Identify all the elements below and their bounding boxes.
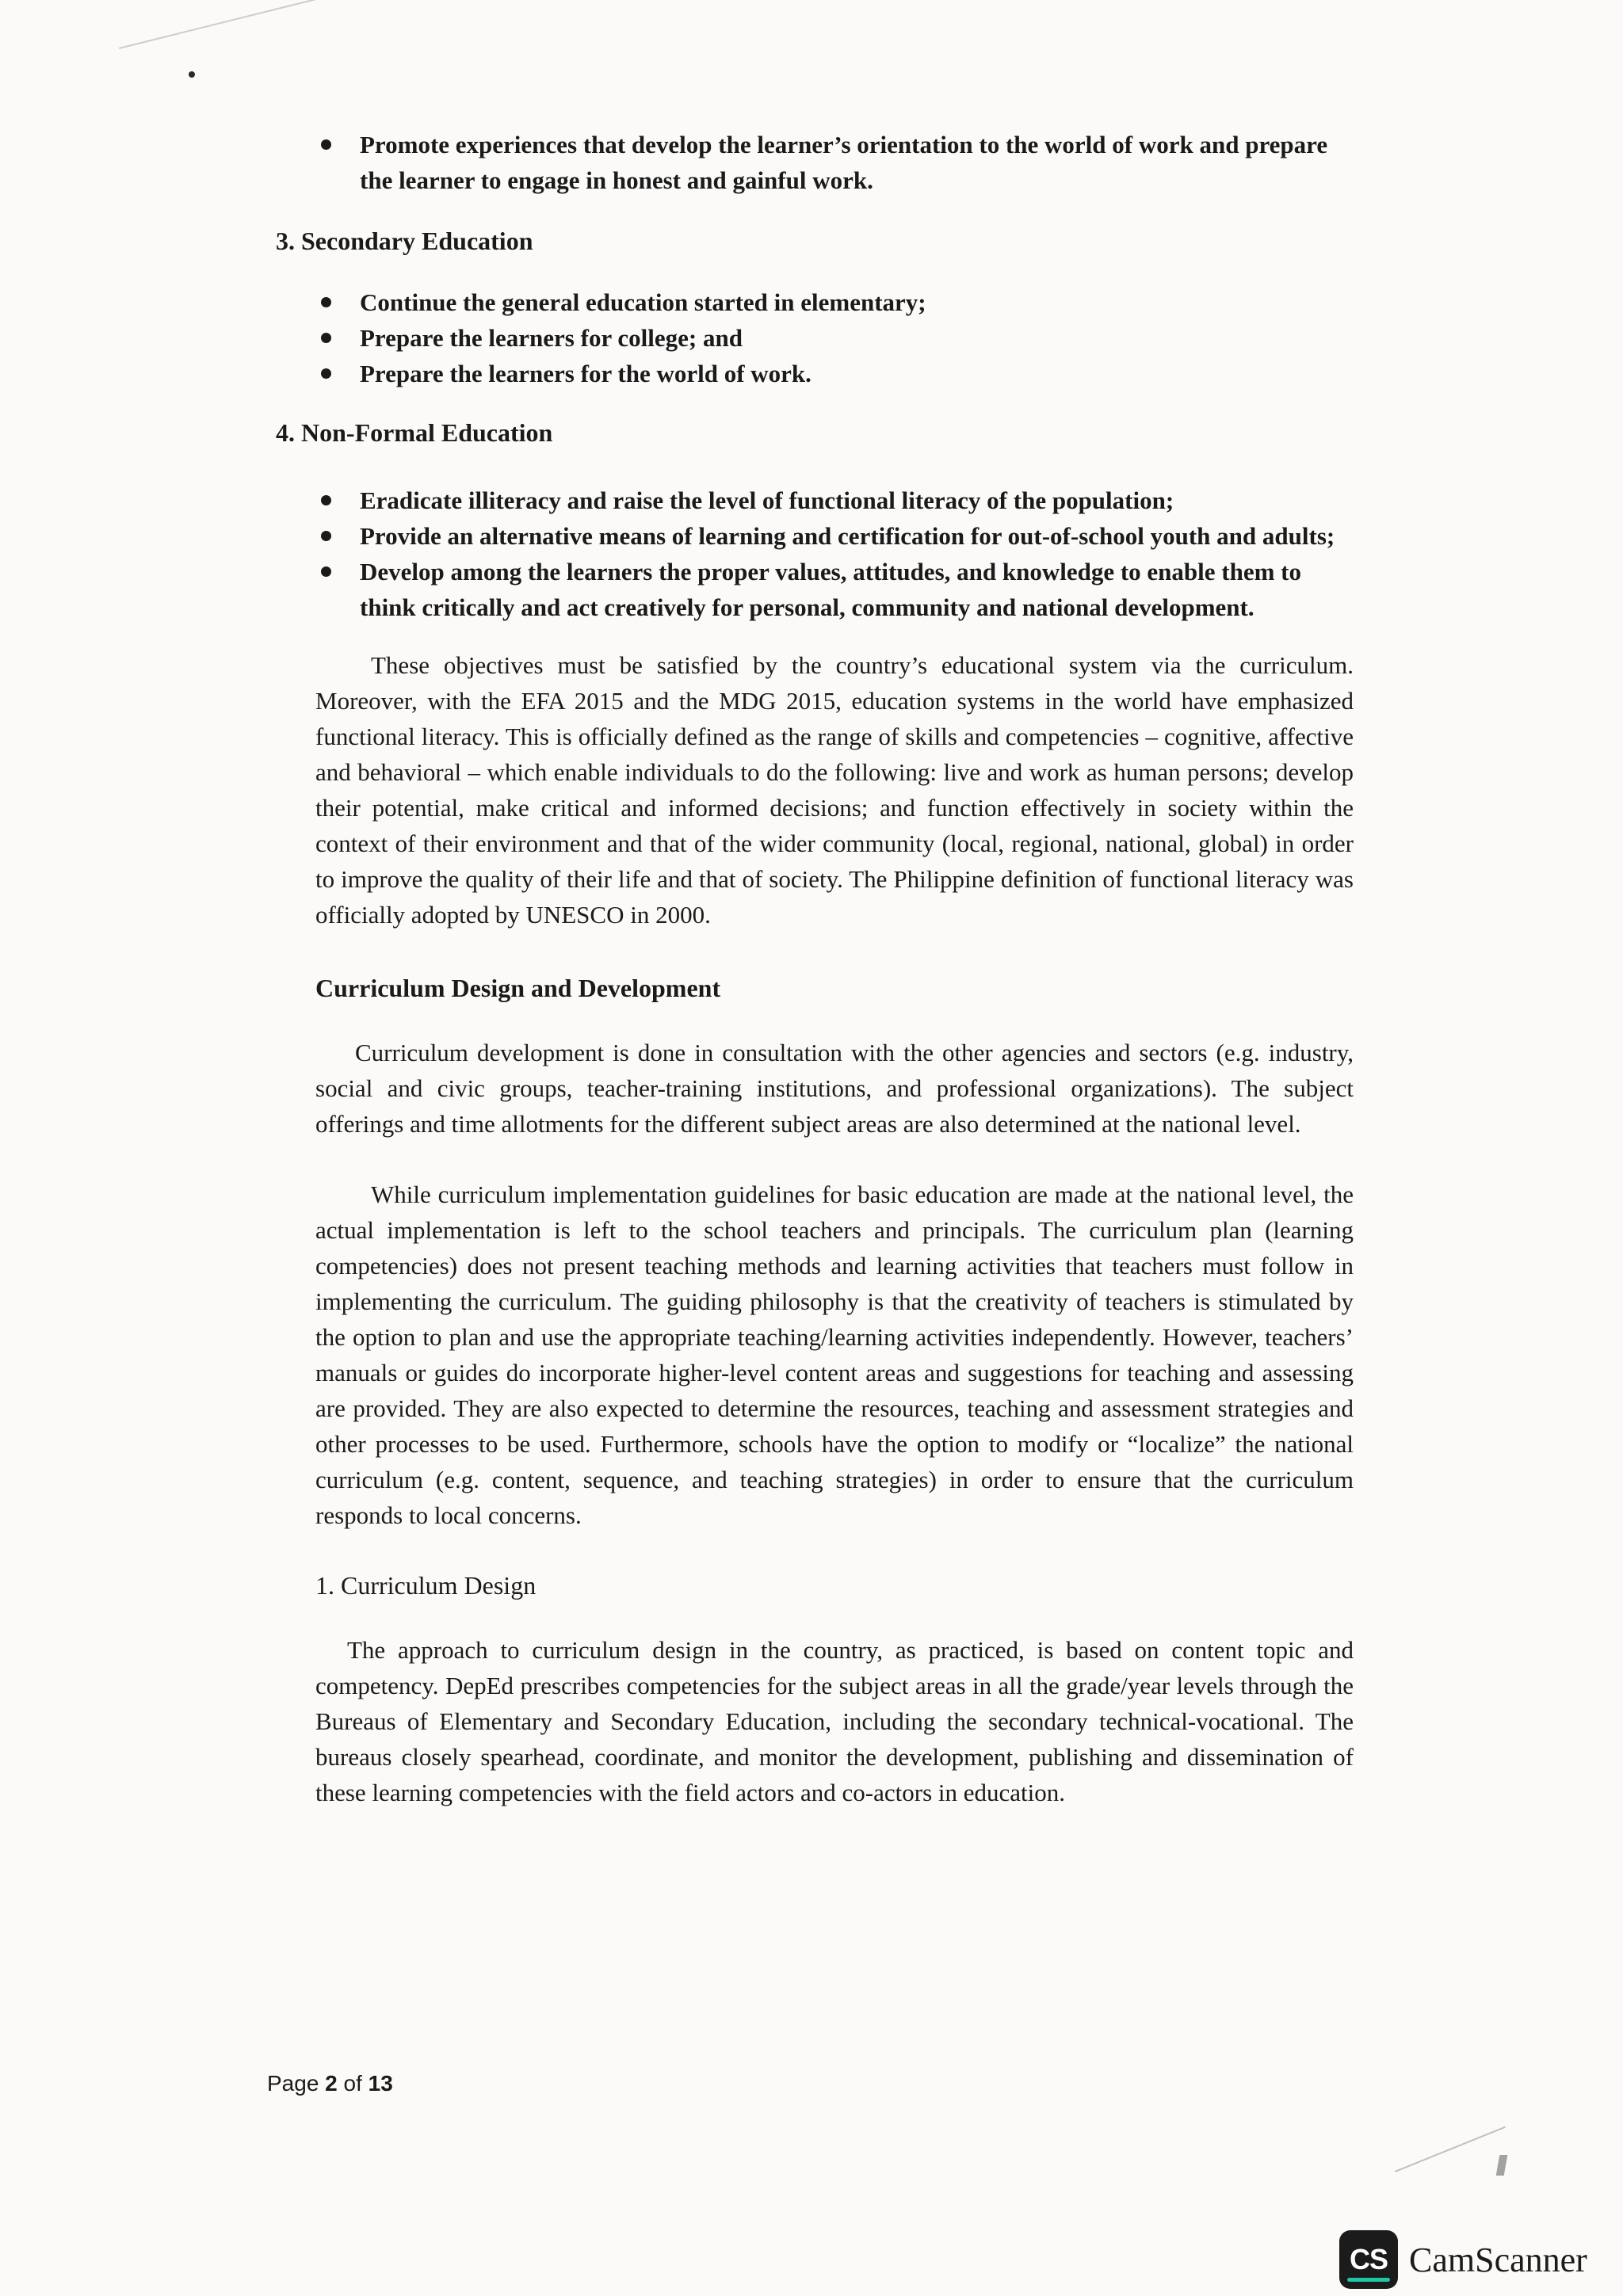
list-item: Provide an alternative means of learning and certification for out-of-school youth and adults; (315, 518, 1354, 554)
list-item: Eradicate illiteracy and raise the level of functional literacy of the population; (315, 482, 1354, 518)
page-label: Page (267, 2071, 326, 2096)
document-body (276, 127, 1354, 1810)
curriculum-design-development-heading: Curriculum Design and Development (315, 974, 721, 1002)
list-item: Promote experiences that develop the learner’s orientation to the world of work and prepare the learner to engage in honest and gainful work. (315, 127, 1354, 198)
secondary-education-list (315, 284, 1354, 391)
camscanner-watermark (1339, 2228, 1587, 2291)
objectives-paragraph: These objectives must be satisfied by the country’s educational system via the curriculum. Moreover, with the EFA 2015 and the MDG 2015, education systems in the world have emphasized functional literacy. This is officially defined as the range of skills and competencies – cognitive, affective and behavioral – which enable individuals to do the following: live and work as human persons; develop their potential, make critical and informed decisions; and function effectively in society within the context of their environment and that of the wider community (local, regional, national, global) in order to improve the quality of their life and that of society. The Philippine definition of functional literacy was officially adopted by UNESCO in 2000. (315, 651, 1354, 929)
scan-artifact-line (119, 0, 330, 95)
list-item: Continue the general education started in elementary; (315, 284, 1354, 320)
page-number (267, 2071, 393, 2096)
non-formal-education-list (315, 482, 1354, 625)
intro-bullet-list (315, 127, 1354, 198)
list-item: Prepare the learners for the world of work. (315, 356, 1354, 391)
curriculum-implementation-paragraph: While curriculum implementation guidelines for basic education are made at the national level, the actual implementation is left to the school teachers and principals. The curriculum plan (learning competencies) does not present teaching methods and learning activities that teachers must follow in implementing the curriculum. The guiding philosophy is that the creativity of teachers is stimulated by the option to plan and use the appropriate teaching/learning activities independently. However, teachers’ manuals or guides do incorporate higher-level content areas and suggestions for teaching and assessing are provided. They are also expected to determine the resources, teaching and assessment strategies and other processes to be used. Furthermore, schools have the option to modify or “localize” the national curriculum (e.g. content, sequence, and teaching strategies) in order to ensure that the curriculum responds to local concerns. (315, 1180, 1354, 1529)
list-item: Prepare the learners for college; and (315, 320, 1354, 356)
camscanner-name: CamScanner (1409, 2240, 1587, 2279)
curriculum-development-paragraph: Curriculum development is done in consultation with the other agencies and sectors (e.g. industry, social and civic groups, teacher-training institutions, and professional organizations). The subject offerings and time allotments for the different subject areas are also determined at the national level. (315, 1039, 1354, 1138)
non-formal-education-heading: 4. Non-Formal Education (276, 418, 553, 447)
current-page: 2 (325, 2071, 338, 2096)
total-pages: 13 (368, 2071, 393, 2096)
page-separator: of (337, 2071, 369, 2096)
list-item: Develop among the learners the proper values, attitudes, and knowledge to enable them to think critically and act creatively for personal, community and national development. (315, 554, 1354, 625)
camscanner-logo-icon (1339, 2230, 1398, 2289)
secondary-education-heading: 3. Secondary Education (276, 227, 533, 255)
curriculum-design-heading: 1. Curriculum Design (315, 1571, 537, 1600)
curriculum-design-paragraph: The approach to curriculum design in the country, as practiced, is based on content topic and competency. DepEd prescribes competencies for the subject areas in all the grade/year levels through the Bureaus of Elementary and Secondary Education, including the secondary technical-vocational. The bureaus closely spearhead, coordinate, and monitor the development, publishing and dissemination of these learning competencies with the field actors and co-actors in education. (315, 1636, 1354, 1806)
scan-artifact-dot (189, 71, 195, 78)
logo-text: CS (1349, 2243, 1388, 2275)
